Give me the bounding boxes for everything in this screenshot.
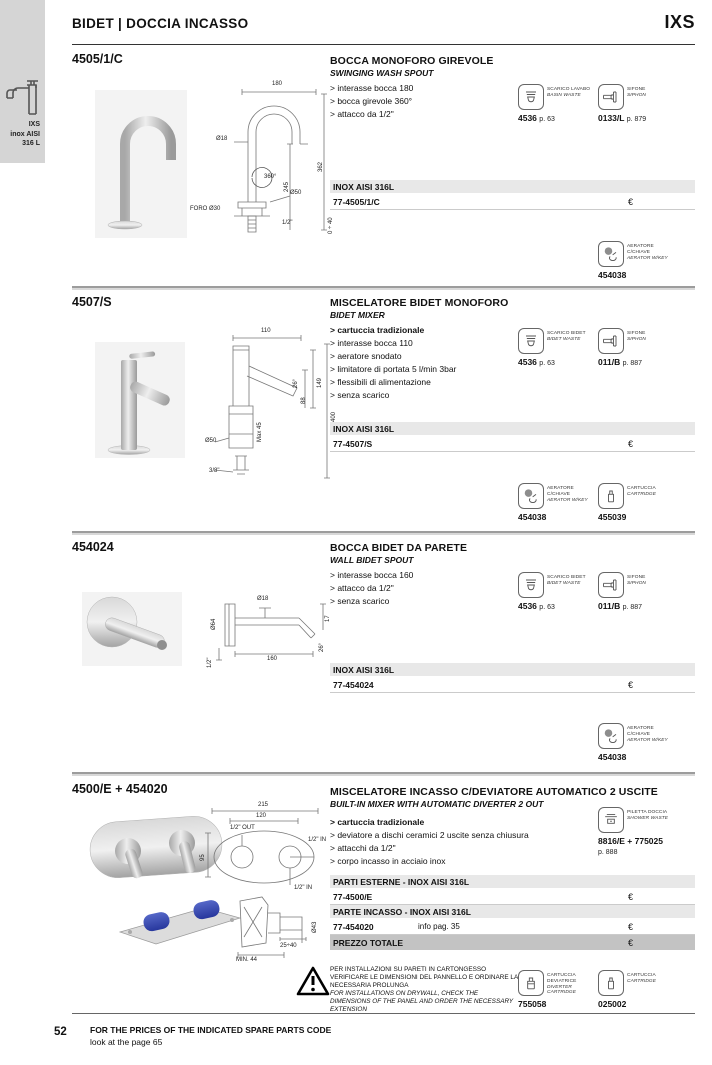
info-page-note: info pag. 35 <box>418 922 460 931</box>
warning-text-en: FOR INSTALLATIONS ON DRYWALL, CHECK THE DIMENSIONS OF THE PANEL AND ORDER THE NECESSARY EXTENSION <box>330 990 513 1013</box>
spare-page-ref: p. 63 <box>539 360 555 367</box>
feature-item: > attacchi da 1/2" <box>330 843 396 853</box>
dim-label: 17 <box>325 615 331 622</box>
order-code: 77-4500/E <box>333 892 373 902</box>
dim-label: 3/8" <box>209 468 220 474</box>
material-bar: PARTE INCASSO - INOX AISI 316L <box>330 905 695 918</box>
product-section-4505-1-c <box>0 52 712 286</box>
accessory-label-it: AERATORE C/CHIAVE <box>547 486 574 497</box>
dim-label: FORO Ø30 <box>190 206 221 212</box>
order-code: 77-4505/1/C <box>333 197 380 207</box>
section-divider <box>72 772 695 776</box>
accessory-box <box>518 483 598 522</box>
aerator-key-icon <box>518 483 544 509</box>
feature-item: > attacco da 1/2" <box>330 109 394 119</box>
shower-waste-icon <box>598 807 624 833</box>
spare-part-box <box>518 84 598 123</box>
currency-symbol: € <box>628 680 634 690</box>
price-table <box>330 422 695 452</box>
currency-symbol: € <box>628 922 634 932</box>
dim-label: 160 <box>267 656 278 662</box>
technical-drawing <box>205 330 335 482</box>
siphon-icon <box>598 328 624 354</box>
footer-note-line1: FOR THE PRICES OF THE INDICATED SPARE PARTS CODE <box>90 1025 332 1035</box>
feature-item: > limitatore di portata 5 l/min 3bar <box>330 364 457 374</box>
product-title: MISCELATORE BIDET MONOFORO <box>330 297 509 309</box>
spare-code: 4536 <box>518 113 537 123</box>
accessory-label-en: AERATOR W/KEY <box>627 255 668 261</box>
bidet-waste-icon <box>518 328 544 354</box>
feature-item: > attacco da 1/2" <box>330 583 394 593</box>
feature-list <box>330 569 515 608</box>
currency-symbol: € <box>628 938 634 948</box>
basin-waste-icon <box>518 84 544 110</box>
product-code: 4500/E + 454020 <box>72 782 168 796</box>
spare-label-it: SIFONE <box>627 87 646 92</box>
price-row <box>330 676 695 693</box>
accessory-label-it: CARTUCCIA DEVIATRICE <box>547 973 577 984</box>
spare-code: 4536 <box>518 357 537 367</box>
technical-drawing-front <box>200 802 328 893</box>
side-label-line: inox AISI <box>10 130 40 138</box>
price-row <box>330 193 695 210</box>
accessory-label-en: AERATOR W/KEY <box>547 497 588 503</box>
currency-symbol: € <box>628 197 634 207</box>
order-code: 77-454024 <box>333 680 374 690</box>
accessory-code: 455039 <box>598 512 627 522</box>
spare-label-it: SIFONE <box>627 331 646 336</box>
spare-page-ref: p. 887 <box>622 360 643 367</box>
dim-label: 180 <box>272 81 283 87</box>
side-label-line: 316 L <box>22 140 40 147</box>
spare-label-it: SCARICO BIDET <box>547 331 586 336</box>
dim-label: 0 ÷ 40 <box>328 217 334 234</box>
product-title: MISCELATORE INCASSO C/DEVIATORE AUTOMATICO 2 USCITE <box>330 786 658 798</box>
spare-page-ref: p. 888 <box>598 849 618 856</box>
dim-label: Ø50 <box>205 438 217 444</box>
accessory-box <box>598 483 678 522</box>
spare-part-box <box>598 807 693 856</box>
product-code: 4505/1/C <box>72 52 123 66</box>
accessory-box <box>598 723 678 762</box>
accessory-label-en: AERATOR W/KEY <box>627 737 668 743</box>
accessory-label-it: AERATORE C/CHIAVE <box>627 726 654 737</box>
spare-code: 011/B <box>598 357 621 367</box>
footer-rule <box>72 1013 695 1014</box>
product-photo <box>95 90 187 238</box>
feature-item: > cartuccia tradizionale <box>330 817 425 827</box>
spare-label-en: BASIN WASTE <box>547 92 581 98</box>
accessory-code: 454038 <box>518 512 547 522</box>
dim-label: Ø50 <box>290 190 302 196</box>
dim-label: 88 <box>301 397 307 404</box>
order-code: 77-454020 <box>333 922 374 932</box>
feature-list <box>330 324 515 402</box>
technical-drawing <box>190 82 335 240</box>
product-code: 454024 <box>72 540 114 554</box>
page-number: 52 <box>54 1026 67 1038</box>
feature-item: > deviatore a dischi ceramici 2 uscite senza chiusura <box>330 830 529 840</box>
side-label-line: IXS <box>28 121 40 128</box>
dim-label: 362 <box>318 161 324 172</box>
page-title: BIDET | DOCCIA INCASSO <box>72 16 249 31</box>
material-bar: INOX AISI 316L <box>330 180 695 193</box>
material-bar: PARTI ESTERNE - INOX AISI 316L <box>330 875 695 888</box>
aerator-key-icon <box>598 241 624 267</box>
feature-item: > aeratore snodato <box>330 351 402 361</box>
feature-item: > senza scarico <box>330 390 390 400</box>
diverter-cartridge-icon <box>518 970 544 996</box>
spare-label-it: SIFONE <box>627 575 646 580</box>
price-row <box>330 435 695 452</box>
siphon-icon <box>598 84 624 110</box>
dim-label: 1/2" IN <box>294 885 313 891</box>
warning-triangle-icon <box>296 966 330 997</box>
feature-item: > corpo incasso in acciaio inox <box>330 856 446 866</box>
dim-label: 1/2" IN <box>308 837 327 843</box>
feature-item: > senza scarico <box>330 596 390 606</box>
spare-page-ref: p. 63 <box>539 116 555 123</box>
dim-label: 95 <box>200 854 206 861</box>
accessory-code: 025002 <box>598 999 627 1009</box>
feature-item: > bocca girevole 360° <box>330 96 413 106</box>
spare-code: 011/B <box>598 601 621 611</box>
spare-part-box <box>598 328 678 367</box>
dim-label: Max 45 <box>257 422 263 442</box>
product-photo <box>82 592 182 666</box>
feature-list <box>330 816 580 868</box>
spare-label-it: PILETTA DOCCIA <box>627 810 668 815</box>
accessory-label-it: AERATORE C/CHIAVE <box>627 244 654 255</box>
dim-label: 1/2" <box>282 220 293 226</box>
dim-label: Ø43 <box>312 921 318 933</box>
footer-note-line2: look at the page 65 <box>90 1037 163 1047</box>
price-row <box>330 888 695 905</box>
header-rule <box>72 44 695 45</box>
dim-label: 25÷40 <box>280 943 297 949</box>
price-table <box>330 663 695 693</box>
accessory-box <box>598 970 678 1009</box>
spare-label-en: BIDET WASTE <box>547 336 581 342</box>
price-row <box>330 918 695 935</box>
spare-part-box <box>518 328 598 367</box>
accessory-label-it: CARTUCCIA <box>627 973 656 978</box>
dim-label: MIN. 44 <box>236 957 258 963</box>
spare-label-en: SIPHON <box>627 336 646 342</box>
spare-label-it: SCARICO LAVABO <box>547 87 591 92</box>
dim-label: Ø18 <box>216 136 228 142</box>
accessory-code: 454038 <box>598 752 627 762</box>
spare-code: 0133/L <box>598 113 625 123</box>
spare-part-box <box>598 84 678 123</box>
product-title: BOCCA BIDET DA PARETE <box>330 542 468 554</box>
accessory-code: 454038 <box>598 270 627 280</box>
spare-label-en: SIPHON <box>627 92 646 98</box>
feature-item: > interasse bocca 110 <box>330 338 413 348</box>
product-photo <box>95 342 185 458</box>
product-title: BOCCA MONOFORO GIREVOLE <box>330 55 494 67</box>
material-bar: INOX AISI 316L <box>330 663 695 676</box>
spare-label-en: SHOWER WASTE <box>627 815 669 821</box>
dim-label: 215 <box>258 802 269 808</box>
technical-drawing <box>195 590 335 676</box>
dim-label: 400 <box>331 411 337 422</box>
dim-label: 110 <box>261 328 271 334</box>
spare-page-ref: p. 879 <box>626 116 647 123</box>
brand-logo: IXS <box>664 12 695 32</box>
dim-label: 1/2" OUT <box>230 825 255 831</box>
product-code: 4507/S <box>72 295 112 309</box>
price-table <box>330 875 695 950</box>
cartridge-icon <box>598 970 624 996</box>
accessory-code: 755058 <box>518 999 547 1010</box>
feature-item: > flessibili di alimentazione <box>330 377 431 387</box>
accessory-label-en: CARTRIDGE <box>627 491 657 497</box>
dim-label: 120 <box>256 813 267 819</box>
aerator-key-icon <box>598 723 624 749</box>
warning-text-it: PER INSTALLAZIONI SU PARETI IN CARTONGESSO VERIFICARE LE DIMENSIONI DEL PANNELLO E ORDINARE LA NECESSARIA PROLUNGA <box>330 966 518 989</box>
spare-part-box <box>518 572 598 611</box>
bidet-waste-icon <box>518 572 544 598</box>
total-price-bar <box>330 935 695 950</box>
dim-label: 26° <box>319 642 325 652</box>
product-subtitle: BUILT-IN MIXER WITH AUTOMATIC DIVERTER 2 OUT <box>330 799 544 809</box>
installation-warning <box>330 966 520 1014</box>
dim-label: 1/2" <box>207 657 213 668</box>
order-code: 77-4507/S <box>333 439 373 449</box>
spare-code: 4536 <box>518 601 537 611</box>
currency-symbol: € <box>628 439 634 449</box>
section-divider <box>72 286 695 290</box>
dim-label: 360° <box>264 174 277 180</box>
feature-item: > interasse bocca 180 <box>330 83 414 93</box>
accessory-label-en: DIVERTER CARTRIDGE <box>547 984 577 996</box>
dim-label: Ø64 <box>211 618 217 630</box>
feature-list <box>330 82 515 121</box>
dim-label: 26° <box>293 378 299 388</box>
spare-page-ref: p. 887 <box>622 604 643 611</box>
spare-label-en: BIDET WASTE <box>547 580 581 586</box>
accessory-box <box>598 241 678 280</box>
product-section-4500-e-454020 <box>0 780 712 1013</box>
technical-drawing-side <box>228 893 328 965</box>
product-section-4507-s <box>0 295 712 531</box>
spare-code: 8816/E + 775025 <box>598 836 663 846</box>
material-bar: INOX AISI 316L <box>330 422 695 435</box>
product-subtitle: WALL BIDET SPOUT <box>330 555 414 565</box>
dim-label: 245 <box>284 181 290 192</box>
dim-label: 149 <box>317 377 323 388</box>
siphon-icon <box>598 572 624 598</box>
dim-label: Ø18 <box>257 596 269 602</box>
price-table <box>330 180 695 210</box>
accessory-box <box>518 970 598 1009</box>
product-section-454024 <box>0 540 712 772</box>
spare-label-en: SIPHON <box>627 580 646 586</box>
accessory-label-en: CARTRIDGE <box>627 978 657 984</box>
product-subtitle: SWINGING WASH SPOUT <box>330 68 434 78</box>
total-label: PREZZO TOTALE <box>333 938 404 948</box>
feature-item: > interasse bocca 160 <box>330 570 414 580</box>
product-subtitle: BIDET MIXER <box>330 310 385 320</box>
spare-page-ref: p. 63 <box>539 604 555 611</box>
spare-part-box <box>598 572 678 611</box>
section-divider <box>72 531 695 535</box>
cartridge-icon <box>598 483 624 509</box>
accessory-label-it: CARTUCCIA <box>627 486 656 491</box>
currency-symbol: € <box>628 892 634 902</box>
spare-label-it: SCARICO BIDET <box>547 575 586 580</box>
feature-item: > cartuccia tradizionale <box>330 325 425 335</box>
